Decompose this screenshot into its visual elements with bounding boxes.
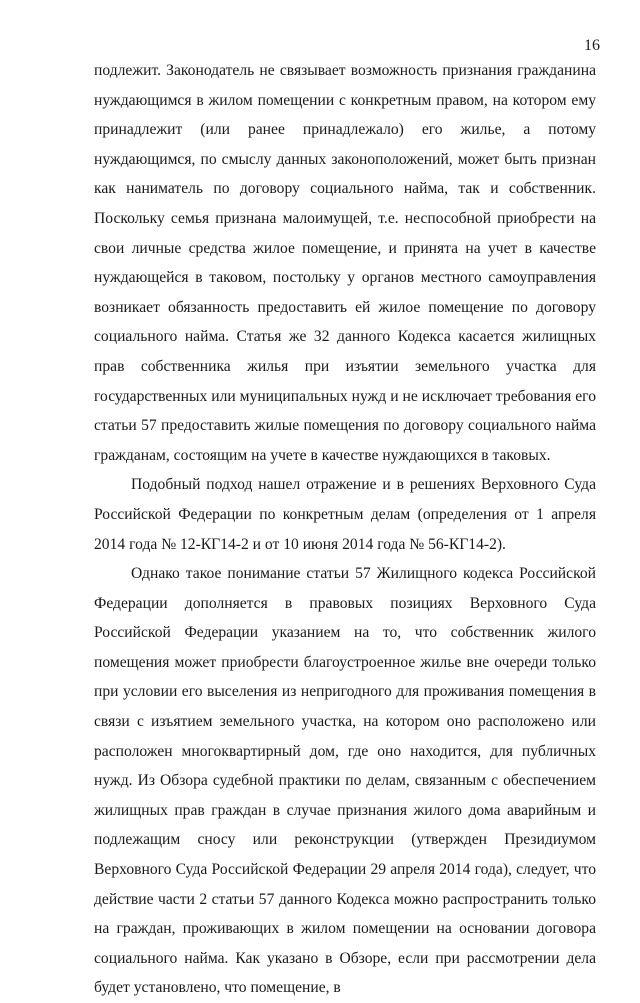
paragraph: Однако такое понимание статьи 57 Жилищного кодекса Российской Федерации дополняется в правовых позициях Верховного Суда Российской Федерации указанием на то, что собственник жилого помещения может приобрести благоустроенное жилье вне очереди только при условии его выселения из непригодного для проживания помещения в связи с изъятием земельного участка, на котором оно расположено или расположен многоквартирный дом, где оно находится, для публичных нужд. Из Обзора судебной практики по делам, связанным с обеспечением жилищных прав граждан в случае признания жилого дома аварийным и подлежащим сносу или реконструкции (утвержден Президиумом Верховного Суда Российской Федерации 29 апреля 2014 года), следует, что действие части 2 статьи 57 данного Кодекса можно распространить только на граждан, проживающих в жилом помещении на основании договора социального найма. Как указано в Обзоре, если при рассмотрении дела будет установлено, что помещение, в — [94, 565, 596, 997]
document-body — [94, 56, 596, 1003]
paragraph-continued: подлежит. Законодатель не связывает возможность признания гражданина нуждающимся в жилом помещении с конкретным правом, на котором ему принадлежит (или ранее принадлежало) его жилье, а потому нуждающимся, по смыслу данных законоположений, может быть признан как наниматель по договору социального найма, так и собственник. Поскольку семья признана малоимущей, т.е. неспособной приобрести на свои личные средства жилое помещение, и принята на учет в качестве нуждающейся в таковом, постольку у органов местного самоуправления возникает обязанность предоставить ей жилое помещение по договору социального найма. Статья же 32 данного Кодекса касается жилищных прав собственника жилья при изъятии земельного участка для государственных или муниципальных нужд и не исключает требования его статьи 57 предоставить жилые помещения по договору социального найма гражданам, состоящим на учете в качестве нуждающихся в таковых. — [94, 62, 596, 464]
page-number: 16 — [584, 37, 600, 54]
paragraph: Подобный подход нашел отражение и в решениях Верховного Суда Российской Федерации по конкретным делам (определения от 1 апреля 2014 года № 12-КГ14-2 и от 10 июня 2014 года № 56-КГ14-2). — [94, 476, 596, 553]
